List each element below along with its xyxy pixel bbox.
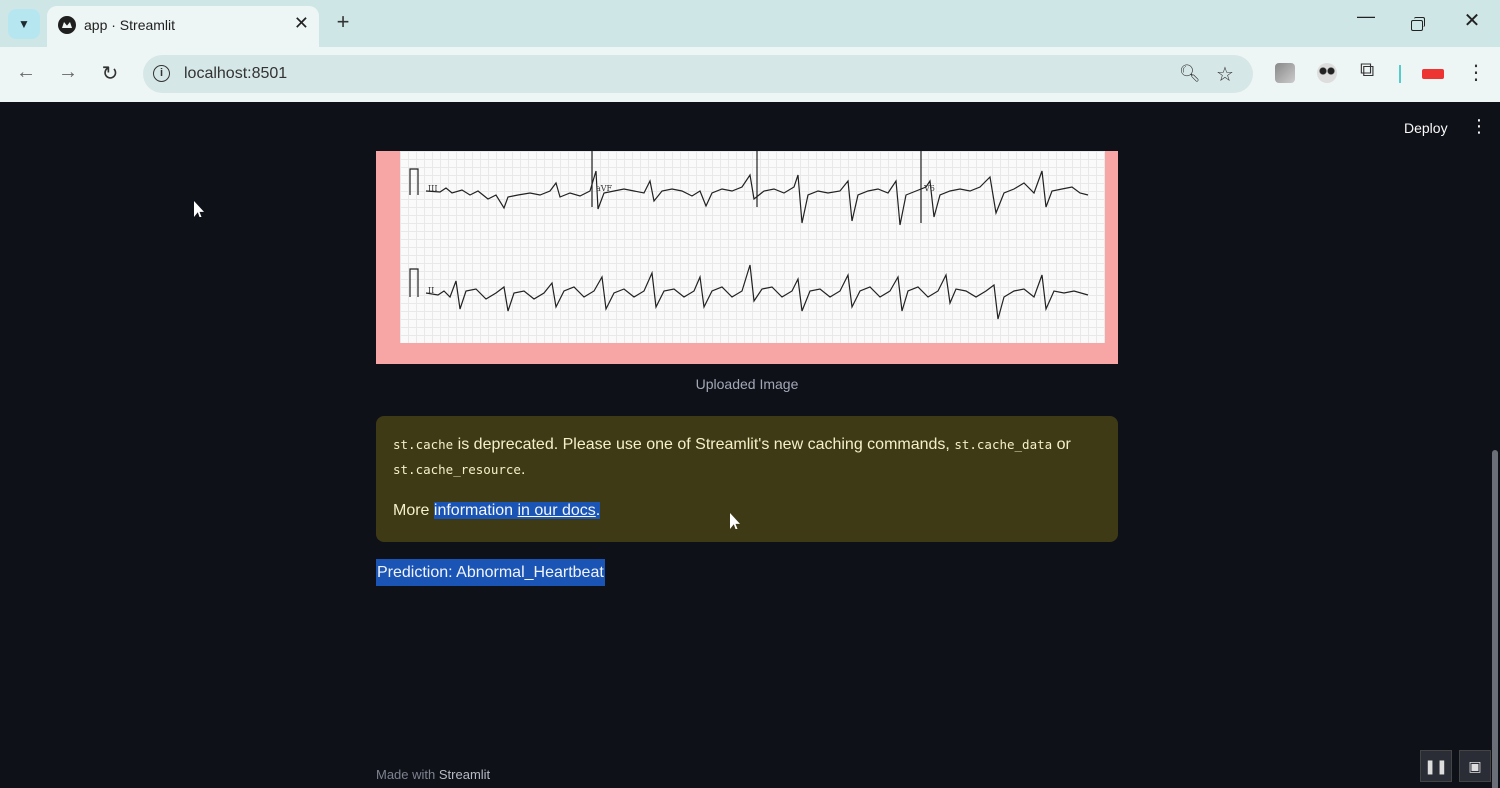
restore-window-icon[interactable] [1409,16,1427,32]
app-menu-icon[interactable]: ⋮ [1470,116,1488,136]
browser-tab[interactable] [47,6,319,47]
more-prefix: More [393,502,434,519]
close-tab-icon[interactable]: ✕ [293,13,309,33]
docs-link[interactable]: in our docs [517,502,596,519]
tab-search-button[interactable] [8,9,40,39]
warning-more-info [393,502,600,520]
svg-text:III: III [428,184,438,193]
more-selected-text: information [433,502,518,519]
scrollbar[interactable] [1492,450,1498,788]
forward-arrow-icon[interactable]: → [58,61,78,83]
deprecation-warning [376,416,1118,542]
back-arrow-icon[interactable]: ← [16,61,36,83]
ecg-paper [400,151,1105,343]
footer-prefix: Made with [376,767,439,782]
streamlit-favicon-icon [58,16,76,34]
warning-text-line2 [393,461,525,479]
extension-1-icon[interactable] [1275,63,1295,83]
uploaded-ecg-image [376,151,1118,364]
warning-text-part: is deprecated. Please use one of Streamlit's new caching commands, [453,436,955,453]
minimize-window-icon[interactable]: — [1357,6,1375,26]
new-tab-button[interactable]: + [336,9,350,34]
site-info-icon[interactable]: i [153,65,170,82]
browser-toolbar [0,47,1500,102]
picture-in-picture-icon[interactable]: ▣ [1459,750,1491,782]
close-window-icon[interactable]: ✕ [1463,10,1481,32]
chevron-down-icon: ▼ [18,17,30,31]
extension-recorder-icon[interactable] [1422,69,1444,79]
zoom-icon[interactable]: 🔍︎ [1179,64,1201,83]
svg-text:aVF: aVF [596,184,613,193]
browser-tab-strip [0,0,1500,47]
browser-menu-icon[interactable]: ⋮ [1466,62,1486,84]
image-caption: Uploaded Image [695,376,799,392]
tab-title: app · Streamlit [84,17,176,33]
footer [376,767,490,782]
toolbar-divider [1399,65,1401,83]
reload-icon[interactable]: ↻ [101,63,119,85]
svg-text:II: II [428,286,435,295]
warning-text-part: . [520,461,526,478]
deploy-button[interactable]: Deploy [1404,120,1448,136]
extension-panda-icon[interactable] [1317,63,1337,83]
streamlit-app [0,104,1500,788]
ecg-traces [400,151,1105,343]
extensions-puzzle-icon[interactable]: ⧉ [1360,59,1375,81]
more-suffix: . [595,502,601,519]
warning-text-part: or [1052,436,1071,453]
code-st-cache-resource: st.cache_resource [393,462,521,477]
address-bar[interactable] [143,55,1253,93]
bookmark-star-icon[interactable]: ☆ [1216,64,1234,86]
prediction-result: Prediction: Abnormal_Heartbeat [376,559,605,586]
code-st-cache-data: st.cache_data [954,437,1053,452]
warning-text [393,434,1071,456]
code-st-cache: st.cache [393,437,454,452]
svg-text:V6: V6 [924,184,935,193]
pause-icon[interactable]: ❚❚ [1420,750,1452,782]
streamlit-link[interactable]: Streamlit [438,767,491,782]
url-text[interactable]: localhost:8501 [184,65,288,82]
